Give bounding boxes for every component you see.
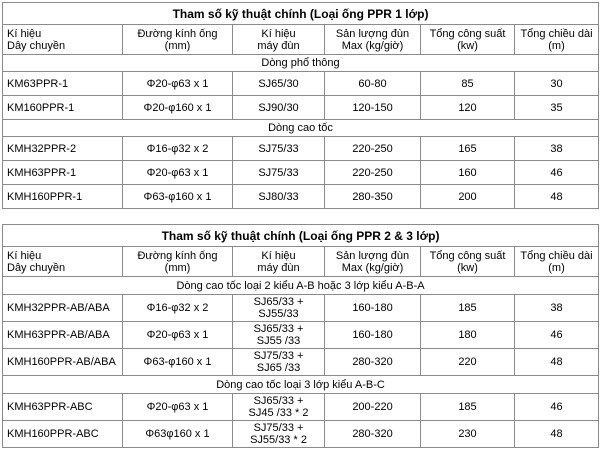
cell-max-output: 120-150 (325, 96, 421, 120)
header-line-code (3, 247, 123, 277)
header-line-code-line-2: Dây chuyền (7, 39, 66, 52)
cell-total-length: 48 (515, 421, 599, 448)
section-row (3, 120, 599, 137)
cell-total-length: 38 (515, 137, 599, 161)
cell-extruder-model-line-2: SJ45 /33 * 2 (248, 407, 309, 419)
table-row (3, 394, 599, 421)
table-title-row (3, 225, 599, 247)
cell-extruder-model: SJ90/30 (233, 96, 325, 120)
cell-line-code: KMH63PPR-ABC (3, 394, 123, 421)
section-label: Dòng cao tốc (3, 120, 599, 137)
cell-pipe-diameter: Φ20-φ160 x 1 (123, 96, 233, 120)
header-extruder-model-line-2: máy đùn (257, 39, 300, 52)
table-row (3, 421, 599, 448)
header-max-output (325, 25, 421, 55)
table-row (3, 295, 599, 322)
cell-max-output: 200-220 (325, 394, 421, 421)
cell-max-output: 280-320 (325, 421, 421, 448)
cell-extruder-model-line-1: SJ75/33 + (253, 422, 304, 434)
cell-line-code: KMH160PPR-AB/ABA (3, 349, 123, 376)
header-total-power (421, 247, 515, 277)
table-header-row (3, 247, 599, 277)
cell-extruder-model-line-2: SJ55/33 (258, 308, 299, 320)
header-total-power-line-2: (kw) (457, 39, 478, 52)
header-line-code (3, 25, 123, 55)
table-row (3, 185, 599, 209)
header-extruder-model-line-1: Kí hiệu (261, 27, 296, 40)
cell-extruder-model-line-1: SJ75/33 + (253, 350, 304, 362)
header-extruder-model (233, 25, 325, 55)
cell-max-output: 280-350 (325, 185, 421, 209)
table-row (3, 96, 599, 120)
spec-table-ppr-1-layer (2, 2, 599, 209)
spec-table-ppr-2-3-layer (2, 224, 599, 448)
cell-total-length: 30 (515, 72, 599, 96)
section-row (3, 55, 599, 72)
cell-total-power: 180 (421, 322, 515, 349)
cell-extruder-model: SJ65/30 (233, 72, 325, 96)
cell-total-power: 160 (421, 161, 515, 185)
cell-pipe-diameter: Φ63-φ160 x 1 (123, 185, 233, 209)
cell-extruder-model-line-1: SJ65/33 + (253, 395, 304, 407)
cell-total-power: 200 (421, 185, 515, 209)
header-max-output (325, 247, 421, 277)
header-pipe-diameter-line-1: Đường kính ống (137, 27, 218, 40)
cell-extruder-model: SJ80/33 (233, 185, 325, 209)
cell-total-power: 220 (421, 349, 515, 376)
cell-total-length: 48 (515, 185, 599, 209)
cell-max-output: 160-180 (325, 322, 421, 349)
cell-total-length: 46 (515, 394, 599, 421)
header-total-length-line-1: Tổng chiều dài (520, 249, 593, 262)
cell-max-output: 160-180 (325, 295, 421, 322)
table-row (3, 349, 599, 376)
cell-pipe-diameter: Φ20-φ63 x 1 (123, 322, 233, 349)
cell-extruder-model-line-2: SJ55/33 * 2 (250, 434, 307, 446)
header-pipe-diameter (123, 247, 233, 277)
header-max-output-line-2: Max (kg/giờ) (341, 261, 404, 274)
section-row (3, 277, 599, 295)
cell-total-length: 46 (515, 161, 599, 185)
header-line-code-line-2: Dây chuyền (7, 261, 66, 274)
cell-extruder-model (233, 295, 325, 322)
cell-extruder-model (233, 322, 325, 349)
cell-pipe-diameter: Φ16-φ32 x 2 (123, 295, 233, 322)
cell-total-power: 185 (421, 295, 515, 322)
cell-total-power: 85 (421, 72, 515, 96)
cell-total-power: 120 (421, 96, 515, 120)
cell-line-code: KMH63PPR-AB/ABA (3, 322, 123, 349)
cell-total-power: 230 (421, 421, 515, 448)
cell-total-power: 185 (421, 394, 515, 421)
cell-pipe-diameter: Φ63φ160 x 1 (123, 421, 233, 448)
cell-extruder-model (233, 349, 325, 376)
cell-pipe-diameter: Φ20-φ63 x 1 (123, 394, 233, 421)
header-pipe-diameter (123, 25, 233, 55)
cell-extruder-model-line-2: SJ65 /33 (256, 362, 301, 374)
header-total-power-line-2: (kw) (457, 261, 478, 274)
header-line-code-line-1: Kí hiệu (7, 249, 42, 262)
cell-total-length: 38 (515, 295, 599, 322)
header-extruder-model (233, 247, 325, 277)
cell-extruder-model-line-2: SJ55 /33 (256, 335, 301, 347)
cell-max-output: 220-250 (325, 137, 421, 161)
header-total-power-line-1: Tổng công suất (429, 249, 506, 262)
table-header-row (3, 25, 599, 55)
cell-extruder-model (233, 421, 325, 448)
cell-max-output: 220-250 (325, 161, 421, 185)
table-title: Tham số kỹ thuật chính (Loại ống PPR 2 & 3 lớp) (3, 225, 599, 247)
header-total-power (421, 25, 515, 55)
section-label: Dòng cao tốc loại 2 kiểu A-B hoặc 3 lớp kiểu A-B-A (3, 277, 599, 295)
cell-extruder-model: SJ75/33 (233, 161, 325, 185)
cell-total-length: 46 (515, 322, 599, 349)
section-label: Dòng cao tốc loại 3 lớp kiểu A-B-C (3, 376, 599, 394)
header-total-length-line-2: (m) (548, 39, 565, 52)
header-pipe-diameter-line-1: Đường kính ống (137, 249, 218, 262)
section-label: Dòng phổ thông (3, 55, 599, 72)
header-max-output-line-1: Sản lượng đùn (335, 27, 410, 40)
header-total-length-line-1: Tổng chiều dài (520, 27, 593, 40)
cell-total-length: 48 (515, 349, 599, 376)
cell-extruder-model-line-1: SJ65/33 + (253, 323, 304, 335)
cell-extruder-model (233, 394, 325, 421)
header-max-output-line-1: Sản lượng đùn (335, 249, 410, 262)
cell-pipe-diameter: Φ20-φ63 x 1 (123, 161, 233, 185)
cell-total-length: 35 (515, 96, 599, 120)
header-line-code-line-1: Kí hiệu (7, 27, 42, 40)
header-total-length-line-2: (m) (548, 261, 565, 274)
cell-extruder-model: SJ75/33 (233, 137, 325, 161)
table-row (3, 72, 599, 96)
table-row (3, 161, 599, 185)
header-pipe-diameter-line-2: (mm) (164, 39, 191, 52)
cell-pipe-diameter: Φ63-φ160 x 1 (123, 349, 233, 376)
header-total-power-line-1: Tổng công suất (429, 27, 506, 40)
cell-max-output: 280-320 (325, 349, 421, 376)
cell-extruder-model-line-1: SJ65/33 + (253, 296, 304, 308)
table-row (3, 137, 599, 161)
table-title-row (3, 3, 599, 25)
cell-line-code: KMH32PPR-AB/ABA (3, 295, 123, 322)
cell-pipe-diameter: Φ16-φ32 x 2 (123, 137, 233, 161)
cell-line-code: KMH32PPR-2 (3, 137, 123, 161)
header-extruder-model-line-1: Kí hiệu (261, 249, 296, 262)
header-pipe-diameter-line-2: (mm) (164, 261, 191, 274)
cell-line-code: KMH160PPR-1 (3, 185, 123, 209)
cell-pipe-diameter: Φ20-φ63 x 1 (123, 72, 233, 96)
section-row (3, 376, 599, 394)
cell-line-code: KMH160PPR-ABC (3, 421, 123, 448)
table-title: Tham số kỹ thuật chính (Loại ống PPR 1 lớp) (3, 3, 599, 25)
cell-total-power: 165 (421, 137, 515, 161)
table-row (3, 322, 599, 349)
header-max-output-line-2: Max (kg/giờ) (341, 39, 404, 52)
header-total-length (515, 25, 599, 55)
header-extruder-model-line-2: máy đùn (257, 261, 300, 274)
cell-line-code: KM63PPR-1 (3, 72, 123, 96)
cell-max-output: 60-80 (325, 72, 421, 96)
header-total-length (515, 247, 599, 277)
cell-line-code: KM160PPR-1 (3, 96, 123, 120)
cell-line-code: KMH63PPR-1 (3, 161, 123, 185)
